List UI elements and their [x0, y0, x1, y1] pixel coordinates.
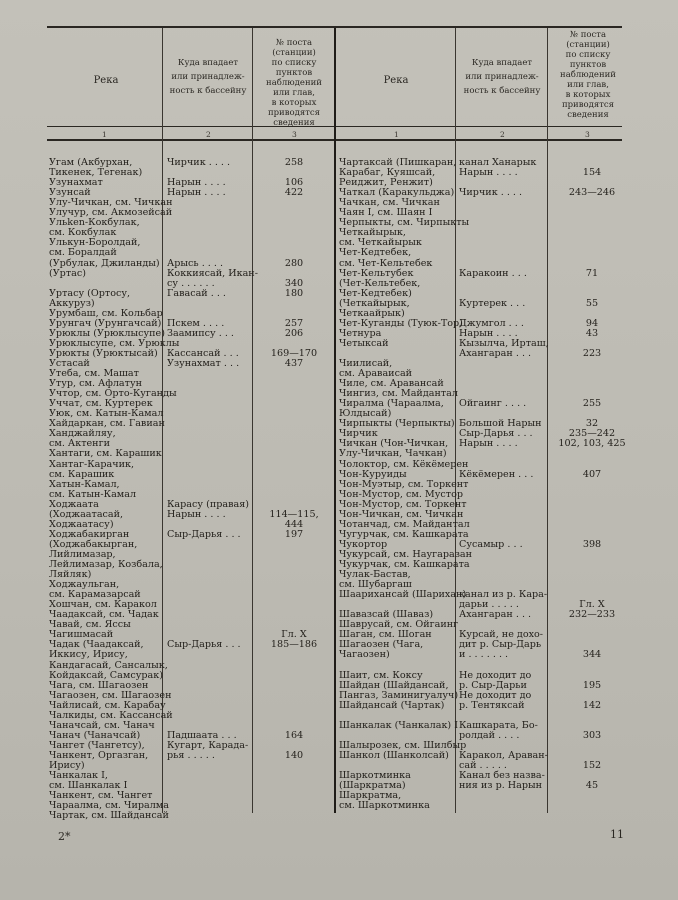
tributary-entry: Ахангаран . . . [459, 347, 532, 359]
post-number: 197 [284, 528, 304, 540]
tributary-entry: Нарын . . . . [167, 187, 226, 199]
river-name: (Урбулак, Джиланды) [49, 257, 160, 269]
river-name: см. Актенги [49, 438, 110, 450]
signature-mark: 2* [58, 830, 71, 843]
river-name: Чукортор [339, 538, 388, 550]
post-number: 142 [582, 699, 602, 711]
river-name: Чачкан, см. Чичкан [339, 197, 440, 209]
river-name: Чет-Кельтубек [339, 267, 414, 279]
post-number: 223 [582, 347, 602, 359]
river-name: см. Шаркотминка [339, 800, 430, 812]
river-name: Чукурчак, см. Кашкарата [339, 559, 470, 570]
river-name: (Уртас) [49, 267, 86, 279]
post-number: 257 [284, 317, 304, 329]
post-number: Гл. Х [281, 629, 307, 641]
river-name: Чет-Кедтебек, [339, 247, 412, 259]
post-number: 180 [284, 287, 304, 299]
tributary-entry: Кызылча, Ирташ, [459, 337, 549, 349]
river-name: Улу-Чичкан, Чачкан) [339, 448, 447, 460]
post-number: 71 [585, 267, 599, 279]
river-name: Чиилисай, [339, 358, 393, 369]
tributary-entry: Курсай, не дохо- [459, 629, 544, 641]
post-number: 164 [284, 729, 304, 741]
tributary-entry: Падшаата . . . [167, 729, 237, 741]
tributary-entry: Сусамыр . . . [459, 538, 523, 550]
river-name: см. Четкайырык [339, 237, 422, 249]
river-name: Чулак-Бастав, [339, 569, 411, 581]
page-number: 11 [610, 828, 624, 841]
tributary-entry: Чирчик . . . . [459, 187, 523, 199]
river-name: Четкаайрык) [339, 307, 405, 319]
post-number: 102, 103, 425 [558, 438, 626, 450]
tributary-entry: Ойгаинг . . . . [459, 398, 527, 410]
post-number: 280 [284, 257, 304, 269]
river-name: Чон-Муэтыр, см. Торкент [339, 478, 469, 490]
river-name: Чартак, см. Шайдансай [49, 810, 169, 822]
tributary-entry: р. Тентяксай [459, 699, 525, 711]
river-name: Чаадаксай, см. Чадак [49, 609, 159, 621]
river-name: Чон-Куруиды [339, 468, 407, 480]
post-number: 437 [284, 358, 304, 369]
river-name: Ходжаатасу) [49, 518, 114, 530]
river-name: Уюк, см. Катын-Камал [49, 408, 164, 420]
river-name: Уртасу (Ортосу, [49, 287, 131, 299]
tributary-entry: ния из р. Нарын [459, 780, 543, 792]
river-name: см. Чет-Кельтебек [339, 257, 433, 269]
river-name: Чон-Мустор, см. Мустор [339, 488, 463, 500]
tributary-entry: рья . . . . . [167, 749, 215, 761]
river-name: Хайдаркан, см. Гавиан [49, 418, 165, 430]
river-name: Урюклы (Урюклысупе) [49, 327, 165, 339]
river-name: см. Араваисай [339, 368, 413, 380]
tributary-entry: р. Сыр-Дарьи [459, 679, 527, 691]
river-name: Чиле, см. Араванcай [339, 378, 444, 390]
tributary-entry: Каракол, Араван- [459, 749, 548, 761]
river-name: Утеба, см. Машат [49, 368, 139, 380]
river-name: Пангаз, Заминигуалуч) [339, 689, 459, 701]
river-name: Шаарихансай (Шарихан) [339, 589, 467, 601]
river-name: Шаркотминка [339, 770, 411, 782]
post-number: 235—242 [568, 428, 616, 440]
col-number: 3 [292, 130, 297, 139]
river-name: Хошчан, см. Каракол [49, 599, 157, 611]
river-name: Чайлисай, см. Карабау [49, 699, 166, 711]
river-name: см. Боралдай [49, 247, 117, 259]
post-number: 398 [582, 538, 602, 550]
tributary-entry: Узунахмат . . . [167, 358, 240, 369]
col-number: 1 [102, 130, 107, 139]
tributary-entry: Не доходит до [459, 689, 532, 701]
river-name: (Шаркратма) [339, 780, 406, 792]
tributary-entry: су . . . . . . [167, 277, 215, 289]
river-name: Четыксай [339, 337, 389, 349]
post-number: 32 [585, 418, 599, 430]
tributary-entry: Нарын . . . . [167, 508, 226, 520]
col-number: 2 [206, 130, 211, 139]
river-name: Юлдысай) [339, 408, 392, 420]
river-name: Ляйляк) [49, 569, 92, 581]
tributary-entry: Джумгол . . . [459, 317, 524, 329]
tributary-entry: Сыр-Дарья . . . [459, 428, 533, 440]
river-name: (Ходжабакырган, [49, 538, 138, 550]
river-name: Урюклысупе, см. Урюклы [49, 337, 180, 349]
river-name: Чолоктор, см. Кёкёмерен [339, 458, 469, 470]
river-name: Чон-Мустор, см. Торкент [339, 498, 467, 510]
post-number: 43 [585, 327, 599, 339]
river-name: Ханджайляу, [49, 428, 116, 440]
river-name: Хантаги, см. Карашик [49, 448, 162, 460]
river-name: Урюкты (Урюктысай) [49, 347, 158, 359]
river-name: Чагаозен, см. Шагаозен [49, 689, 172, 701]
header-post-right: № поста (станции) по списку пунктов наблюдений или глав, в которых приводятся сведения [560, 30, 616, 120]
col-number: 3 [585, 130, 590, 139]
river-name: Чаначсай, см. Чанач [49, 719, 155, 731]
river-name: Чанкент, Оргазган, [49, 749, 149, 761]
river-name: Чавай, см. Яссы [49, 619, 131, 631]
river-name: Чага, см. Шагаозен [49, 679, 149, 691]
river-name: Хатын-Камал, [49, 478, 120, 490]
col-number: 1 [394, 130, 399, 139]
tributary-entry: дарьи . . . . . [459, 599, 519, 611]
river-name: Шаркратма, [339, 790, 402, 802]
tributary-entry: сай . . . . . [459, 760, 507, 771]
river-name: Чанач (Чаначсай) [49, 729, 141, 741]
post-number: 422 [284, 187, 304, 199]
river-name: Улькун-Боролдай, [49, 237, 141, 249]
tributary-entry: Арысь . . . . [167, 257, 224, 269]
tributary-entry: канал Ханарык [459, 157, 537, 168]
tributary-entry: Ахангаран . . . [459, 609, 532, 621]
tributary-entry: ролдай . . . . [459, 729, 520, 741]
river-name: Чараалма, см. Чиралма [49, 800, 169, 812]
post-number: 340 [284, 277, 304, 289]
river-name: Аккуруз) [49, 297, 95, 309]
river-name: Урунгач (Урунгачсай) [49, 317, 162, 329]
river-name: Шагаозен (Чага, [339, 639, 424, 651]
river-name: см. Шанкалак I [49, 780, 128, 792]
header-tributary-right: Куда впадает или принадлеж- ность к бассейну [463, 58, 541, 96]
tributary-entry: Пскем . . . . [167, 317, 225, 329]
tributary-entry: Канал без назва- [459, 770, 545, 782]
river-name: Койдаксай, Самсурак) [49, 669, 163, 681]
river-name: Шайдан (Шайдансай, [339, 679, 449, 691]
post-number: 444 [284, 518, 304, 530]
river-name: Чаткал (Каракульджа) [339, 187, 455, 199]
river-name: Шавазсай (Шаваз) [339, 609, 434, 621]
tributary-entry: Куртерек . . . [459, 297, 526, 309]
post-number: 344 [582, 649, 602, 661]
river-name: Утур, см. Афлатун [49, 378, 142, 390]
river-name: Чадак (Чаадаксай, [49, 639, 144, 651]
tributary-entry: Чирчик . . . . [167, 157, 231, 168]
col-number: 2 [500, 130, 505, 139]
river-name: Ульken-Кокбулак, [49, 217, 140, 229]
tributary-entry: Сыр-Дарья . . . [167, 639, 241, 651]
header-tributary-left: Куда впадает или принадлеж- ность к бассейну [169, 58, 247, 96]
river-name: Урумбаш, см. Кольбар [49, 307, 163, 319]
river-name: Тикенек, Тегенак) [49, 167, 143, 179]
river-name: Чанкалак I, [49, 770, 108, 782]
post-number: 154 [582, 167, 602, 179]
river-name: Шаврусай, см. Ойгаинг [339, 619, 459, 631]
header-river-left: Река [93, 75, 119, 86]
tributary-entry: Кугарт, Карада- [167, 739, 249, 751]
river-name: Чичкан (Чон-Чичкан, [339, 438, 449, 450]
river-name: Хантаг-Карачик, [49, 458, 135, 470]
header-post-left: № поста (станции) по списку пунктов наблюдений или глав, в которых приводятся сведения [266, 38, 322, 128]
post-number: 55 [585, 297, 599, 309]
river-name: Чукурсай, см. Наугаразан [339, 548, 473, 560]
col-sep [252, 28, 253, 813]
river-name: Черпыкты, см. Чирпыкты [339, 217, 470, 229]
tributary-entry: Каракоин . . . [459, 267, 527, 279]
post-number: 195 [582, 679, 602, 691]
tributary-entry: Сыр-Дарья . . . [167, 528, 241, 540]
river-name: Лийлимазар, [49, 548, 116, 560]
river-name: Чанкент, см. Чангет [49, 790, 153, 802]
river-name: Чирпыкты (Черпыкты) [339, 418, 455, 430]
river-name: Шаит, см. Коксу [339, 669, 423, 681]
river-name: см. Карамазарсай [49, 589, 141, 601]
post-number: 185—186 [270, 639, 318, 651]
river-name: Узунсай [49, 187, 91, 199]
river-name: Иккису, Ирису, [49, 649, 128, 661]
river-name: Чирчик [339, 428, 378, 440]
river-name: Шанкол (Шанколсай) [339, 749, 449, 761]
river-name: Угам (Акбурхан, [49, 157, 133, 168]
post-number: 140 [284, 749, 304, 761]
river-name: Карабаг, Куяшсай, [339, 167, 436, 179]
header-river-right: Река [383, 75, 409, 86]
river-name: Улу-Чичкан, см. Чичкан [49, 197, 173, 209]
river-name: Чалкиды, см. Кассансай [49, 709, 173, 721]
river-name: (Ходжаатасай, [49, 508, 124, 520]
river-name: см. Шубаргаш [339, 579, 412, 591]
river-name: Лейлимазар, Козбала, [49, 559, 163, 570]
river-name: Чон-Чичкан, см. Чичкан [339, 508, 464, 520]
river-name: Шайдансай (Чартак) [339, 699, 445, 711]
tributary-entry: Нарын . . . . [167, 177, 226, 189]
post-number: 114—115, [269, 508, 319, 520]
post-number: 243—246 [568, 187, 616, 199]
river-name: Устасай [49, 358, 90, 369]
center-sep [334, 28, 336, 813]
river-name: Ходжаульган, [49, 579, 120, 591]
tributary-entry: дит р. Сыр-Дарь [459, 639, 542, 651]
river-name: Четкайырык, [339, 227, 406, 239]
river-name: Ходжабакирган [49, 528, 130, 540]
river-name: (Чет-Кельтебек, [339, 277, 421, 289]
tributary-entry: Гавасай . . . [167, 287, 226, 299]
river-name: Чангет (Чангетсу), [49, 739, 145, 751]
post-number: 407 [582, 468, 602, 480]
post-number: 232—233 [568, 609, 616, 621]
river-name: Улучур, см. Акмозейсай [49, 207, 173, 219]
tributary-entry: Коккиясай, Икан- [167, 267, 258, 279]
river-name: Кандагасай, Сансалык, [49, 659, 168, 671]
river-name: Ходжаата [49, 498, 99, 510]
river-name: Уччат, см. Куртерек [49, 398, 153, 410]
post-number: Гл. Х [579, 599, 605, 611]
tributary-entry: Нарын . . . . [459, 327, 518, 339]
tributary-entry: канал из р. Кара- [459, 589, 548, 601]
river-name: Чартаксай (Пишкаран, [339, 157, 457, 168]
tributary-entry: Карасу (правая) [167, 498, 249, 510]
tributary-entry: и . . . . . . . [459, 649, 509, 661]
river-name: (Четкайырык, [339, 297, 410, 309]
tributary-entry: Нарын . . . . [459, 438, 518, 450]
river-name: Чагишмасай [49, 629, 114, 641]
col-sep [547, 28, 548, 813]
river-name: Чингиз, см. Майдантал [339, 388, 458, 400]
post-number: 303 [582, 729, 602, 741]
river-name: Чотанчад, см. Майдантал [339, 518, 470, 530]
river-name: Ирису) [49, 760, 85, 771]
river-name: Четнура [339, 327, 382, 339]
river-name: см. Карашик [49, 468, 115, 480]
river-name: Учтор, см. Орто-Куганды [49, 388, 177, 400]
post-number: 258 [284, 157, 304, 168]
tributary-entry: Не доходит до [459, 669, 532, 681]
river-name: Чагаозен) [339, 649, 390, 661]
tributary-entry: Кёкёмерен . . . [459, 468, 534, 480]
river-name: Реиджит, Ренжит) [339, 177, 433, 189]
post-number: 94 [585, 317, 599, 329]
river-name: см. Кокбулак [49, 227, 117, 239]
river-name: Узунахмат [49, 177, 103, 189]
tributary-entry: Кассансай . . . [167, 347, 239, 359]
tributary-entry: Нарын . . . . [459, 167, 518, 179]
river-name: Шаган, см. Шоган [339, 629, 432, 641]
post-number: 206 [284, 327, 304, 339]
post-number: 152 [582, 760, 602, 771]
river-name: Чиралма (Чараалма, [339, 398, 444, 410]
post-number: 45 [585, 780, 599, 792]
tributary-entry: Кашкарата, Бо- [459, 719, 538, 731]
river-name: Шалырозек, см. Шилбыр [339, 739, 467, 751]
river-name: Чет-Куганды (Туюк-Тор) [339, 317, 463, 329]
tributary-entry: Большой Нарын [459, 418, 542, 430]
river-name: Чугурчак, см. Кашкарата [339, 528, 469, 540]
tributary-entry: Заамипсу . . . [167, 327, 234, 339]
post-number: 106 [284, 177, 304, 189]
river-name: см. Катын-Камал [49, 488, 137, 500]
river-name: Шанкалак (Чанкалак) I [339, 719, 459, 731]
river-name: Чаян I, см. Шаян I [339, 207, 433, 219]
post-number: 169—170 [270, 347, 318, 359]
post-number: 255 [582, 398, 602, 410]
river-name: Чет-Кедтебек) [339, 287, 412, 299]
